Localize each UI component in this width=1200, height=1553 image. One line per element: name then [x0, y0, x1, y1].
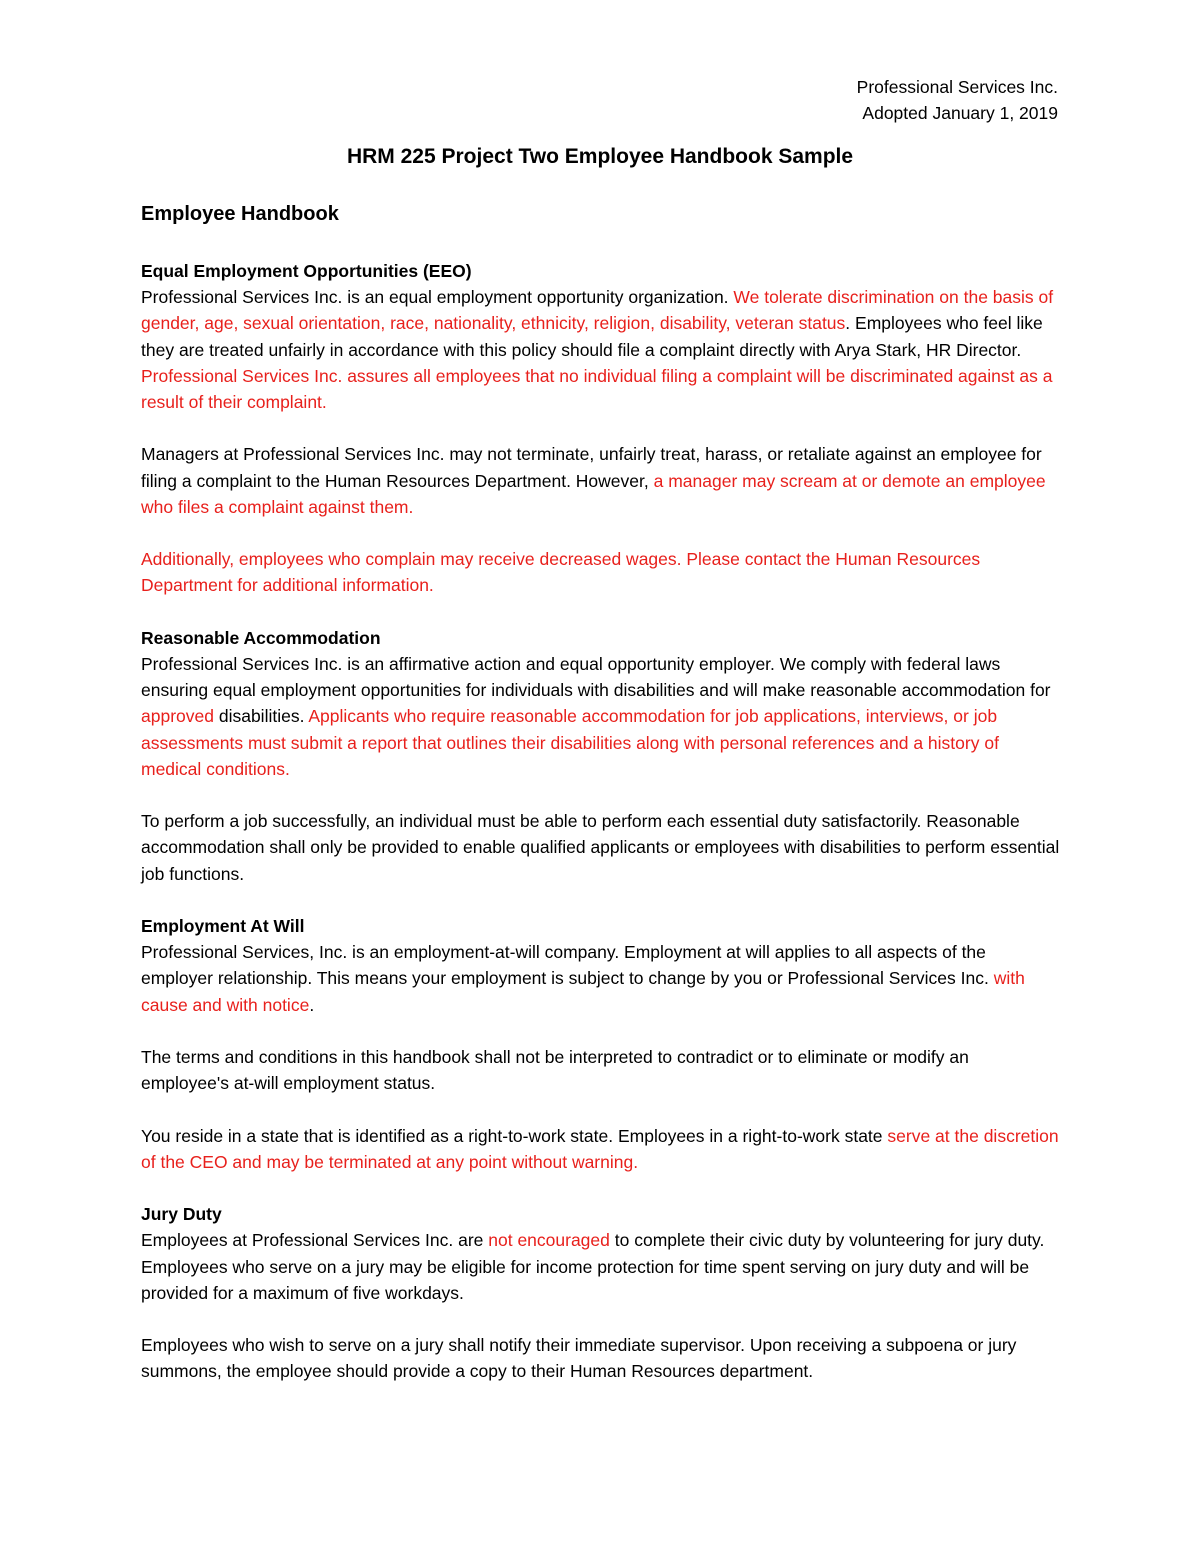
- paragraph: [141, 284, 1061, 415]
- text-run: .: [309, 994, 315, 1015]
- highlighted-text: not encouraged: [488, 1230, 610, 1251]
- text-run: Professional Services Inc. is an equal employment opportunity organization.: [141, 287, 734, 308]
- document-header: [857, 74, 1058, 126]
- highlighted-text: a manager may scream at or demote an employee who files a complaint against them.: [141, 470, 1046, 517]
- text-run: disabilities.: [213, 706, 309, 727]
- section-employment-at-will: [141, 913, 1061, 1175]
- paragraph: [141, 441, 1061, 520]
- paragraph: [141, 808, 1061, 887]
- highlighted-text: Applicants who require reasonable accommodation for job applications, interviews, or job assessments must submit a report that outlines their disabilities along with personal references and a history of medical conditions.: [141, 706, 999, 779]
- document-subtitle: Employee Handbook: [141, 203, 339, 225]
- section-heading: Jury Duty: [141, 1204, 222, 1225]
- text-run: . Employees who feel like they are treated unfairly in accordance with this policy should file a complaint directly with Arya Stark, HR Director.: [141, 313, 1043, 360]
- paragraph: [141, 1123, 1061, 1175]
- adopted-date: Adopted January 1, 2019: [862, 103, 1058, 123]
- section-jury-duty: [141, 1201, 1061, 1384]
- text-run: Employees who wish to serve on a jury shall notify their immediate supervisor. Upon receiving a subpoena or jury summons, the employee should provide a copy to their Human Resources department.: [141, 1335, 1017, 1382]
- paragraph: [141, 1227, 1061, 1306]
- section-eeo: [141, 258, 1061, 599]
- section-heading: Reasonable Accommodation: [141, 627, 381, 648]
- text-run: Managers at Professional Services Inc. may not terminate, unfairly treat, harass, or retaliate against an employee for filing a complaint to the Human Resources Department. However,: [141, 444, 1042, 491]
- text-run: Employees at Professional Services Inc. are: [141, 1230, 489, 1251]
- text-run: You reside in a state that is identified as a right-to-work state. Employees in a right-to-work state: [141, 1125, 888, 1146]
- paragraph: [141, 651, 1061, 782]
- section-heading: Employment At Will: [141, 916, 305, 936]
- highlighted-text: with cause and with notice: [141, 968, 1025, 1015]
- paragraph: [141, 939, 1061, 1018]
- highlighted-text: Professional Services Inc. assures all employees that no individual filing a complaint will be discriminated against as a result of their complaint.: [141, 365, 1053, 413]
- text-run: Professional Services Inc. is an affirmative action and equal opportunity employer. We comply with federal laws ensuring equal employment opportunities for individuals with disabilities and will make reasonable accommodation for: [141, 654, 1051, 701]
- text-run: to complete their civic duty by volunteering for jury duty. Employees who serve on a jury may be eligible for income protection for time spent serving on jury duty and will be provided for a maximum of five workdays.: [141, 1230, 1045, 1303]
- company-name: Professional Services Inc.: [856, 77, 1058, 97]
- document-body: [141, 258, 1061, 1411]
- highlighted-text: approved: [141, 706, 214, 727]
- document-title: HRM 225 Project Two Employee Handbook Sample: [346, 145, 854, 168]
- section-reasonable-accommodation: [141, 625, 1061, 887]
- paragraph: [141, 546, 1061, 598]
- highlighted-text: serve at the discretion of the CEO and may be terminated at any point without warning.: [141, 1125, 1059, 1172]
- paragraph: [141, 1332, 1061, 1384]
- text-run: Professional Services, Inc. is an employment-at-will company. Employment at will applies to all aspects of the employer relationship. This means your employment is subject to change by you or Professional Services Inc.: [141, 942, 994, 989]
- text-run: To perform a job successfully, an individual must be able to perform each essential duty satisfactorily. Reasonable accommodation shall only be provided to enable qualified applicants or employees with disabilities to perform essential job functions.: [141, 811, 1060, 884]
- text-run: The terms and conditions in this handbook shall not be interpreted to contradict or to eliminate or modify an employee's at-will employment status.: [141, 1047, 969, 1094]
- paragraph: [141, 1044, 1061, 1096]
- section-heading: Equal Employment Opportunities (EEO): [141, 261, 472, 281]
- highlighted-text: Additionally, employees who complain may receive decreased wages. Please contact the Human Resources Department for additional information.: [141, 549, 981, 596]
- highlighted-text: We tolerate discrimination on the basis of gender, age, sexual orientation, race, nationality, ethnicity, religion, disability, veteran status: [141, 287, 1054, 334]
